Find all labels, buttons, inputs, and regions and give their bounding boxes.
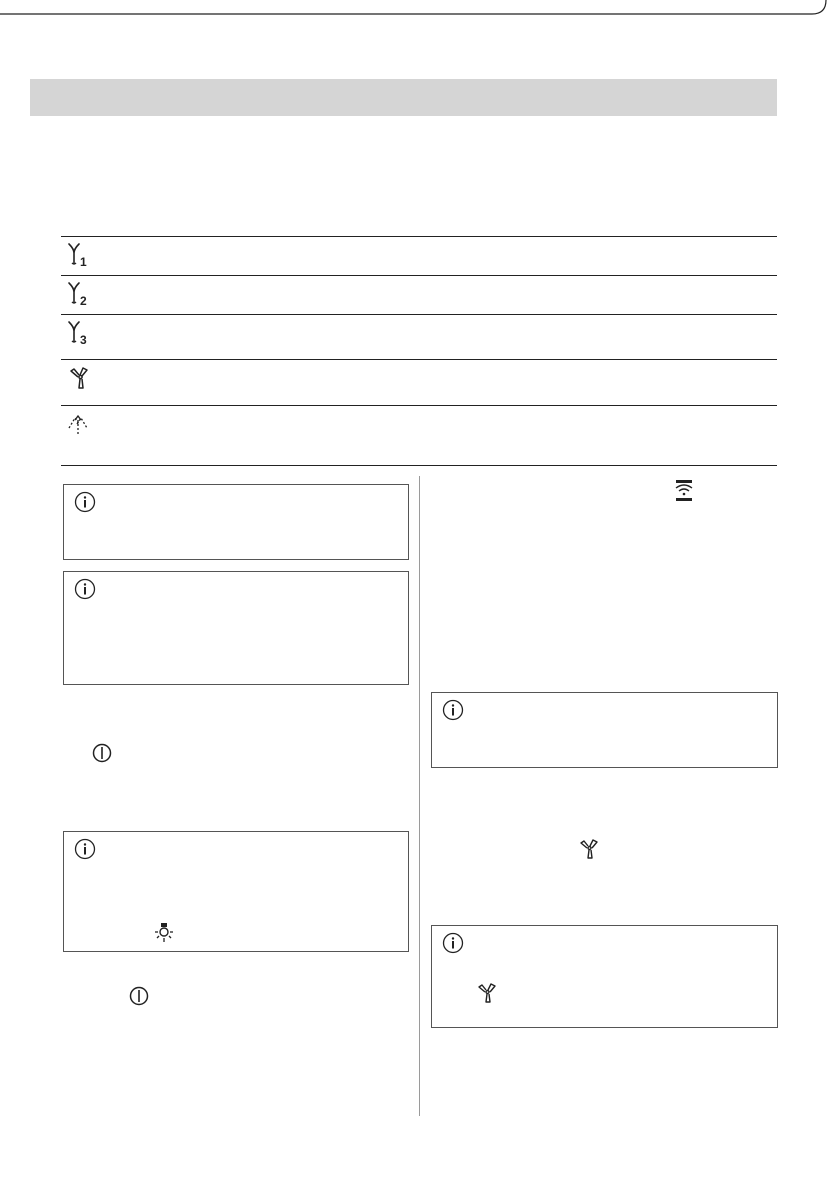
wireless-hob2hood-icon (673, 479, 695, 503)
info-note (431, 925, 778, 1028)
section-header-bar (30, 79, 777, 116)
fan-intensive-icon (476, 982, 498, 1004)
cut-line (0, 0, 839, 40)
info-note (431, 692, 778, 768)
symbol-table (61, 236, 777, 466)
fan-intensive-icon (578, 838, 600, 860)
table-row (61, 405, 777, 466)
info-icon (74, 491, 96, 513)
info-icon (442, 932, 464, 954)
table-row (61, 314, 777, 359)
fan-speed-3-icon (65, 319, 99, 347)
svg-text:3: 3 (80, 333, 87, 347)
table-row (61, 359, 777, 405)
info-icon (442, 699, 464, 721)
power-icon (129, 986, 149, 1006)
light-bulb-icon (153, 922, 175, 944)
svg-text:2: 2 (80, 294, 87, 308)
info-note (63, 831, 409, 952)
breeze-arrows-icon (65, 410, 99, 438)
power-icon (92, 743, 112, 763)
svg-text:1: 1 (80, 255, 87, 269)
fan-speed-1-icon (65, 241, 99, 269)
info-note (63, 571, 409, 685)
fan-intensive-icon (65, 364, 99, 392)
table-row (61, 236, 777, 275)
fan-speed-2-icon (65, 280, 99, 308)
column-divider (419, 476, 420, 1116)
info-note (63, 484, 409, 560)
table-row (61, 275, 777, 314)
info-icon (74, 578, 96, 600)
info-icon (74, 838, 96, 860)
